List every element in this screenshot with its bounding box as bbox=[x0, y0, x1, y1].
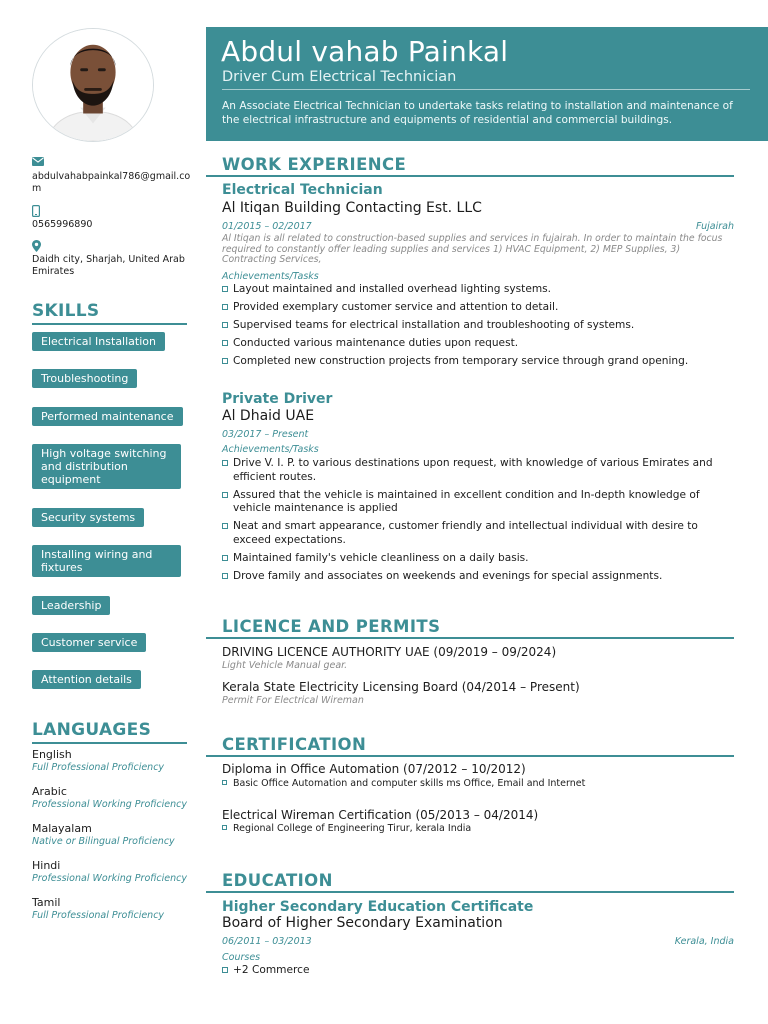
certification-detail-list bbox=[222, 778, 736, 794]
task-text: Drove family and associates on weekends and evenings for special assignments. bbox=[233, 569, 663, 582]
resume-header bbox=[206, 27, 768, 141]
square-bullet-icon bbox=[222, 322, 228, 328]
list-item bbox=[222, 520, 736, 547]
list-item bbox=[222, 283, 736, 297]
skill-tag: High voltage switching and distribution equipment bbox=[32, 444, 181, 489]
education-location: Kerala, India bbox=[674, 936, 734, 947]
education-degree: Higher Secondary Education Certificate bbox=[222, 899, 534, 915]
job-dates: 03/2017 – Present bbox=[222, 429, 309, 440]
skill-tag: Electrical Installation bbox=[32, 332, 165, 351]
licence-name: DRIVING LICENCE AUTHORITY UAE (09/2019 – 09/2024) bbox=[222, 645, 557, 659]
square-bullet-icon bbox=[222, 304, 228, 310]
square-bullet-icon bbox=[222, 523, 228, 529]
skill-tag: Security systems bbox=[32, 508, 144, 527]
square-bullet-icon bbox=[222, 780, 227, 785]
profile-photo-illustration bbox=[33, 29, 153, 141]
contact-address bbox=[32, 240, 192, 278]
contact-phone-text: 0565996890 bbox=[32, 219, 93, 230]
task-list bbox=[222, 283, 736, 373]
list-item bbox=[222, 570, 736, 584]
contact-email bbox=[32, 157, 192, 195]
list-item bbox=[222, 337, 736, 351]
task-text: Neat and smart appearance, customer friendly and intellectual individual with desire to exceed expectations. bbox=[233, 520, 698, 546]
task-text: Maintained family's vehicle cleanliness on a daily basis. bbox=[233, 551, 529, 564]
skills-heading: SKILLS bbox=[32, 301, 187, 325]
sidebar bbox=[0, 0, 206, 1024]
education-dates: 06/2011 – 03/2013 bbox=[222, 936, 312, 947]
list-item bbox=[222, 457, 736, 484]
task-text: Supervised teams for electrical installation and troubleshooting of systems. bbox=[233, 319, 635, 331]
language-level: Native or Bilingual Proficiency bbox=[32, 836, 175, 847]
job-title: Electrical Technician bbox=[222, 182, 383, 198]
profile-photo bbox=[32, 28, 154, 142]
square-bullet-icon bbox=[222, 555, 228, 561]
certification-detail-list bbox=[222, 823, 736, 839]
square-bullet-icon bbox=[222, 460, 228, 466]
licence-detail: Light Vehicle Manual gear. bbox=[222, 660, 348, 671]
mobile-phone-icon bbox=[32, 205, 192, 217]
language-name: English bbox=[32, 748, 72, 761]
task-text: Assured that the vehicle is maintained in excellent condition and In-depth knowledge of vehicle maintenance is applied bbox=[233, 488, 700, 514]
contact-address-text: Daidh city, Sharjah, United Arab Emirates bbox=[32, 254, 185, 277]
skill-tag: Attention details bbox=[32, 670, 141, 689]
work-experience-heading: WORK EXPERIENCE bbox=[206, 155, 734, 177]
language-level: Full Professional Proficiency bbox=[32, 910, 165, 921]
list-item bbox=[222, 778, 736, 789]
list-item bbox=[222, 489, 736, 516]
achievements-label: Achievements/Tasks bbox=[222, 444, 319, 455]
language-level: Professional Working Proficiency bbox=[32, 799, 187, 810]
language-level: Professional Working Proficiency bbox=[32, 873, 187, 884]
language-name: Malayalam bbox=[32, 822, 92, 835]
candidate-summary: An Associate Electrical Technician to undertake tasks relating to installation and maintenance of the electrical infrastructure and equipments of residential and commercial buildings. bbox=[222, 100, 733, 126]
skill-tag: Performed maintenance bbox=[32, 407, 183, 426]
list-item bbox=[222, 552, 736, 566]
education-heading: EDUCATION bbox=[206, 871, 734, 893]
skill-tag: Troubleshooting bbox=[32, 369, 137, 388]
language-level: Full Professional Proficiency bbox=[32, 762, 165, 773]
course-text: +2 Commerce bbox=[233, 964, 310, 976]
list-item bbox=[222, 301, 736, 315]
skill-tag: Installing wiring and fixtures bbox=[32, 545, 181, 577]
task-list bbox=[222, 457, 736, 588]
achievements-label: Achievements/Tasks bbox=[222, 271, 319, 282]
map-pin-icon bbox=[32, 240, 192, 252]
square-bullet-icon bbox=[222, 967, 228, 973]
candidate-role: Driver Cum Electrical Technician bbox=[222, 69, 457, 85]
education-school: Board of Higher Secondary Examination bbox=[222, 915, 503, 931]
language-name: Arabic bbox=[32, 785, 67, 798]
square-bullet-icon bbox=[222, 492, 228, 498]
certification-heading: CERTIFICATION bbox=[206, 735, 734, 757]
square-bullet-icon bbox=[222, 340, 228, 346]
contact-phone bbox=[32, 205, 192, 231]
certification-name: Diploma in Office Automation (07/2012 – 10/2012) bbox=[222, 762, 526, 776]
task-text: Provided exemplary customer service and attention to detail. bbox=[233, 301, 559, 313]
course-list bbox=[222, 964, 736, 982]
square-bullet-icon bbox=[222, 573, 228, 579]
job-company: Al Itiqan Building Contacting Est. LLC bbox=[222, 200, 482, 216]
licence-detail: Permit For Electrical Wireman bbox=[222, 695, 364, 706]
task-text: Layout maintained and installed overhead lighting systems. bbox=[233, 283, 552, 295]
list-item bbox=[222, 319, 736, 333]
job-location: Fujairah bbox=[696, 221, 734, 232]
list-item bbox=[222, 823, 736, 834]
envelope-icon bbox=[32, 157, 192, 169]
certification-detail: Regional College of Engineering Tirur, kerala India bbox=[233, 823, 472, 834]
language-name: Hindi bbox=[32, 859, 61, 872]
task-text: Drive V. I. P. to various destinations upon request, with knowledge of various Emirates and efficient routes. bbox=[233, 457, 713, 483]
courses-label: Courses bbox=[222, 952, 261, 963]
header-divider bbox=[222, 89, 750, 90]
list-item bbox=[222, 355, 736, 369]
job-company: Al Dhaid UAE bbox=[222, 408, 315, 424]
skill-tag: Leadership bbox=[32, 596, 110, 615]
skill-tag: Customer service bbox=[32, 633, 146, 652]
square-bullet-icon bbox=[222, 825, 227, 830]
licences-heading: LICENCE AND PERMITS bbox=[206, 617, 734, 639]
candidate-name: Abdul vahab Painkal bbox=[221, 35, 509, 68]
contact-email-text[interactable]: abdulvahabpainkal786@gmail.com bbox=[32, 171, 191, 194]
job-title: Private Driver bbox=[222, 391, 333, 407]
task-text: Conducted various maintenance duties upon request. bbox=[233, 337, 519, 349]
job-dates: 01/2015 – 02/2017 bbox=[222, 221, 312, 232]
licence-name: Kerala State Electricity Licensing Board (04/2014 – Present) bbox=[222, 680, 580, 694]
task-text: Completed new construction projects from temporary service through grand opening. bbox=[233, 355, 689, 367]
certification-name: Electrical Wireman Certification (05/2013 – 04/2014) bbox=[222, 808, 539, 822]
square-bullet-icon bbox=[222, 286, 228, 292]
job-description: Al Itiqan is all related to construction-based supplies and services in fujairah. In order to maintain the focus required to constantly offer leading supplies and services 1) HVAC Equipment, 2) MEP Supplies, 3) Contracting Services, bbox=[222, 233, 723, 265]
list-item bbox=[222, 964, 736, 978]
certification-detail: Basic Office Automation and computer skills ms Office, Email and Internet bbox=[233, 778, 586, 789]
square-bullet-icon bbox=[222, 358, 228, 364]
language-name: Tamil bbox=[32, 896, 61, 909]
languages-heading: LANGUAGES bbox=[32, 720, 187, 744]
